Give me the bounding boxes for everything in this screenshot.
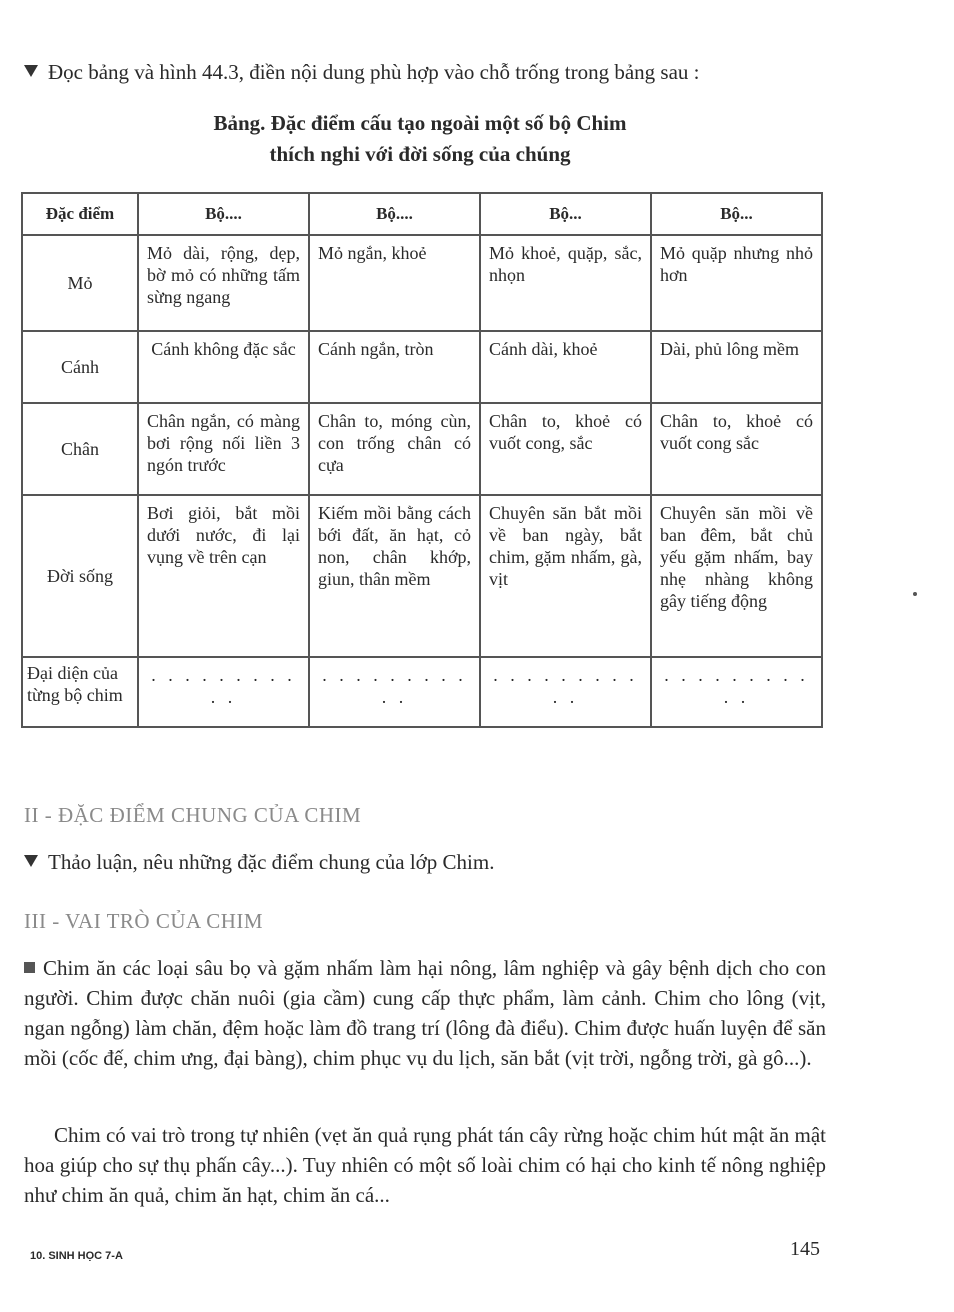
row-label: Đời sống [22,495,138,657]
table-row-wing [22,331,822,403]
row-label: Mỏ [22,235,138,331]
table-cell: Mỏ dài, rộng, dẹp, bờ mỏ có những tấm sừng ngang [138,235,309,331]
paragraph-1 [24,953,826,1073]
table-cell: Chân ngắn, có màng bơi rộng nối liền 3 ngón trước [138,403,309,495]
blank-fill-cell: . . . . . . . . . . . [480,657,651,727]
paragraph-1-text: Chim ăn các loại sâu bọ và gặm nhấm làm hại nông, lâm nghiệp và gây bệnh dịch cho con người. Chim được chăn nuôi (gia cầm) cung cấp thực phẩm, làm cảnh. Chim cho lông (vịt, ngan ngỗng) làm chăn, đệm hoặc làm đồ trang trí (lông đà điểu). Chim được huấn luyện để săn mồi (cốc đế, chim ưng, đại bàng), chim phục vụ du lịch, săn bắt (vịt trời, ngỗng trời, gà gô...). [24,956,826,1070]
row-label: Chân [22,403,138,495]
table-row-beak [22,235,822,331]
table-cell: Bơi giỏi, bắt mồi dưới nước, đi lại vụng về trên cạn [138,495,309,657]
header-cell: Bộ... [480,193,651,235]
table-cell: Dài, phủ lông mềm [651,331,822,403]
bird-orders-table [21,192,823,728]
triangle-bullet-icon [24,855,38,867]
instruction-line [24,60,700,85]
blank-fill-cell: . . . . . . . . . . . [651,657,822,727]
triangle-bullet-icon [24,65,38,77]
blank-fill-cell: . . . . . . . . . . . [309,657,480,727]
table-row-life [22,495,822,657]
table-cell: Mỏ quặp nhưng nhỏ hơn [651,235,822,331]
scan-speck [913,592,917,596]
header-cell: Đặc điểm [22,193,138,235]
row-label: Đại diện của từng bộ chim [22,657,138,727]
table-row-leg [22,403,822,495]
section-2-instruction-text: Thảo luận, nêu những đặc điểm chung của lớp Chim. [48,850,495,874]
section-2-instruction [24,850,494,875]
table-cell: Chân to, móng cùn, con trống chân có cựa [309,403,480,495]
table-caption-line1: Bảng. Đặc điểm cấu tạo ngoài một số bộ Chim [213,111,627,135]
table-cell: Mỏ ngắn, khoẻ [309,235,480,331]
header-cell: Bộ.... [309,193,480,235]
table-cell: Cánh dài, khoẻ [480,331,651,403]
section-3-title: III - VAI TRÒ CỦA CHIM [24,909,264,933]
header-cell: Bộ... [651,193,822,235]
blank-fill-cell: . . . . . . . . . . . [138,657,309,727]
table-cell: Cánh không đặc sắc [138,331,309,403]
table-cell: Chân to, khoẻ có vuốt cong, sắc [480,403,651,495]
table-caption-line2: thích nghi với đời sống của chúng [269,142,571,166]
instruction-text: Đọc bảng và hình 44.3, điền nội dung phù hợp vào chỗ trống trong bảng sau : [48,60,700,84]
row-label: Cánh [22,331,138,403]
table-cell: Mỏ khoẻ, quặp, sắc, nhọn [480,235,651,331]
table-cell: Chuyên săn mồi về ban đêm, bắt chủ yếu gặm nhấm, bay nhẹ nhàng không gây tiếng động [651,495,822,657]
footer-book-label: 10. SINH HỌC 7-A [30,1250,123,1262]
table-cell: Cánh ngắn, tròn [309,331,480,403]
page-number: 145 [790,1238,820,1260]
section-2-title: II - ĐẶC ĐIỂM CHUNG CỦA CHIM [24,803,362,827]
table-cell: Chân to, khoẻ có vuốt cong sắc [651,403,822,495]
table-row-representative [22,657,822,727]
square-bullet-icon [24,962,35,973]
table-caption [150,108,690,170]
table-cell: Kiếm mồi bằng cách bới đất, ăn hạt, cỏ non, chân khớp, giun, thân mềm [309,495,480,657]
paragraph-2: Chim có vai trò trong tự nhiên (vẹt ăn quả rụng phát tán cây rừng hoặc chim hút mật ăn mật hoa giúp cho sự thụ phấn cây...). Tuy nhiên có một số loài chim có hại cho kinh tế nông nghiệp như chim ăn quả, chim ăn hạt, chim ăn cá... [24,1123,826,1207]
table-header-row [22,193,822,235]
table-cell: Chuyên săn bắt mồi về ban ngày, bắt chim, gặm nhấm, gà, vịt [480,495,651,657]
header-cell: Bộ.... [138,193,309,235]
